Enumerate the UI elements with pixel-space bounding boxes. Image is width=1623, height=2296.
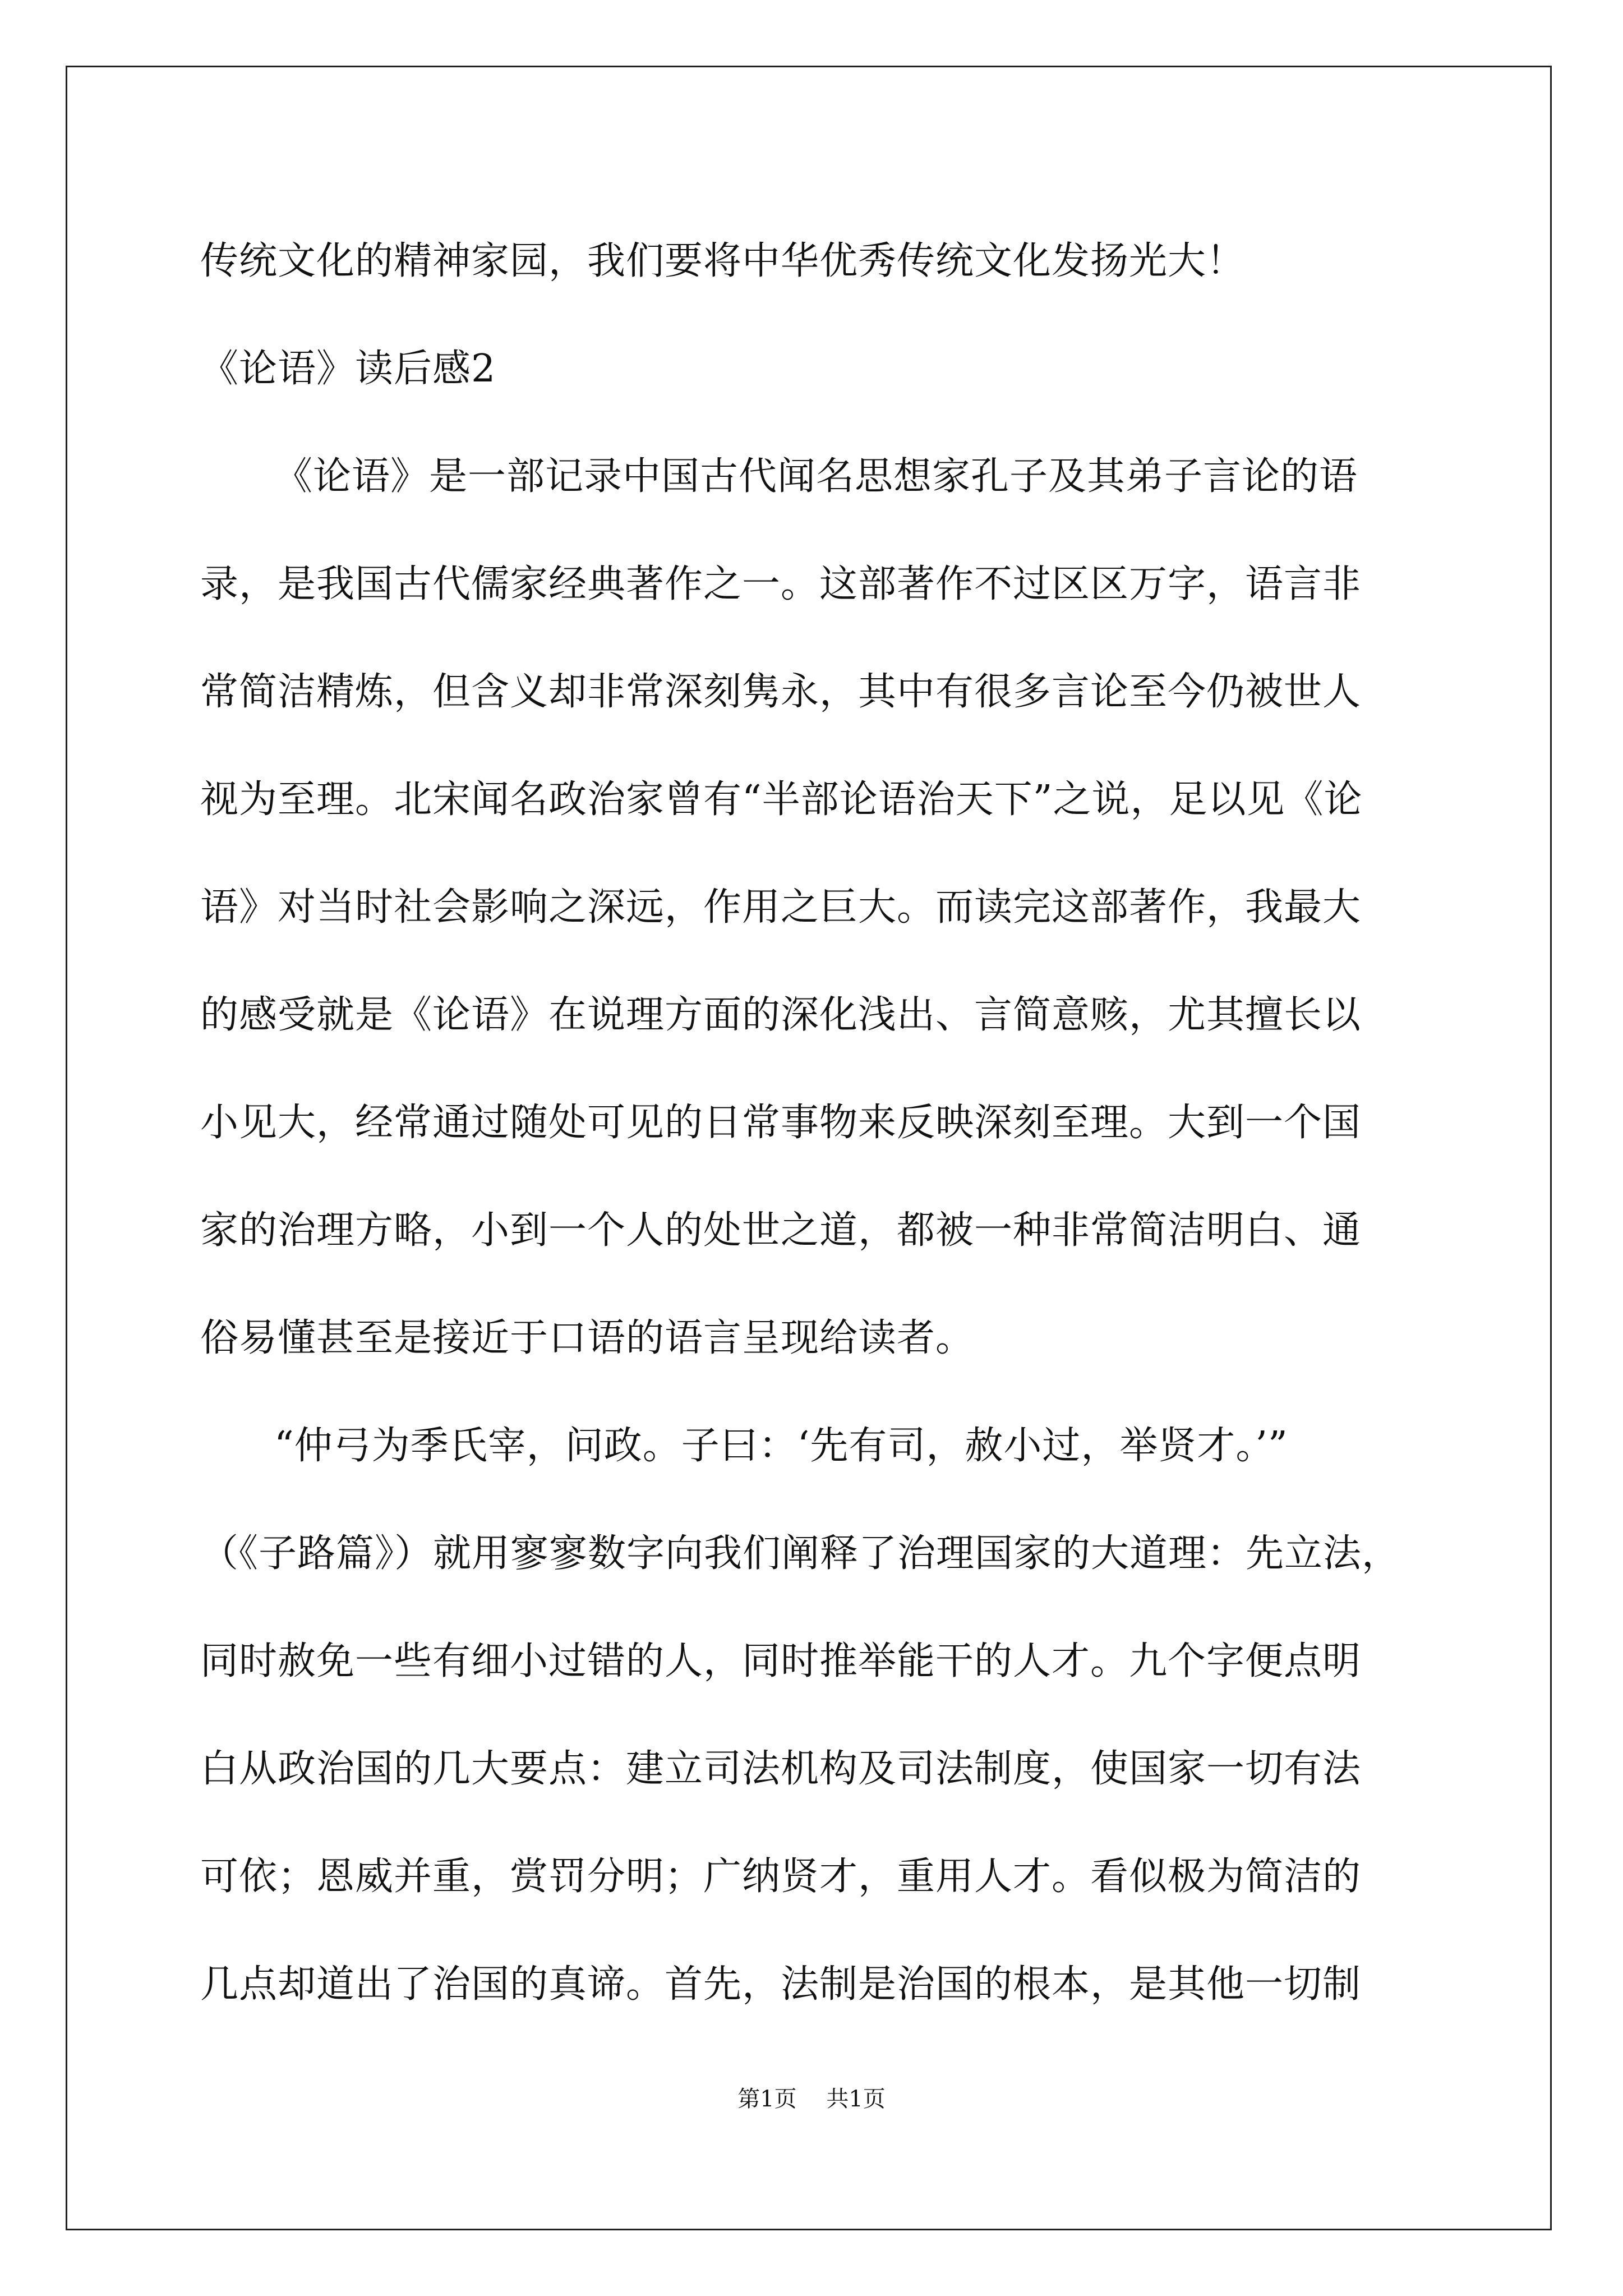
document-body [200,208,1434,2039]
text-line: 《论语》是一部记录中国古代闻名思想家孔子及其弟子言论的语 [274,454,1358,499]
text-line: 的感受就是《论语》在说理方面的深化浅出、言简意赅，尤其擅长以 [200,993,1362,1037]
text-line: 同时赦免一些有细小过错的人，同时推举能干的人才。九个字便点明 [200,1639,1362,1683]
text-line: 录，是我国古代儒家经典著作之一。这部著作不过区区万字，语言非 [200,562,1362,606]
page-total: 共1页 [826,2086,886,2112]
text-line: 家的治理方略，小到一个人的处世之道，都被一种非常简洁明白、通 [200,1208,1362,1253]
text-line: 小见大，经常通过随处可见的日常事物来反映深刻至理。大到一个国 [200,1101,1362,1145]
section-heading: 《论语》读后感2 [200,347,496,391]
page-number: 第1页 [737,2086,797,2112]
text-line: 传统文化的精神家园，我们要将中华优秀传统文化发扬光大！ [200,239,1246,283]
text-line: 白从政治国的几大要点：建立司法机构及司法制度，使国家一切有法 [200,1747,1362,1791]
text-line: “仲弓为季氏宰，问政。子曰：‘先有司，赦小过，举贤才。’” [274,1424,1288,1468]
page-footer [0,2082,1623,2116]
text-line: （《子路篇》）就用寥寥数字向我们阐释了治理国家的大道理：先立法， [200,1531,1401,1576]
text-line: 可依；恩威并重，赏罚分明；广纳贤才，重用人才。看似极为简洁的 [200,1855,1362,1899]
text-line: 视为至理。北宋闻名政治家曾有“半部论语治天下”之说，足以见《论 [200,777,1363,822]
text-line: 俗易懂甚至是接近于口语的语言呈现给读者。 [200,1316,975,1360]
text-line: 常简洁精炼，但含义却非常深刻隽永，其中有很多言论至今仍被世人 [200,670,1362,714]
text-line: 语》对当时社会影响之深远，作用之巨大。而读完这部著作，我最大 [200,885,1362,930]
text-line: 几点却道出了治国的真谛。首先，法制是治国的根本，是其他一切制 [200,1962,1362,2007]
